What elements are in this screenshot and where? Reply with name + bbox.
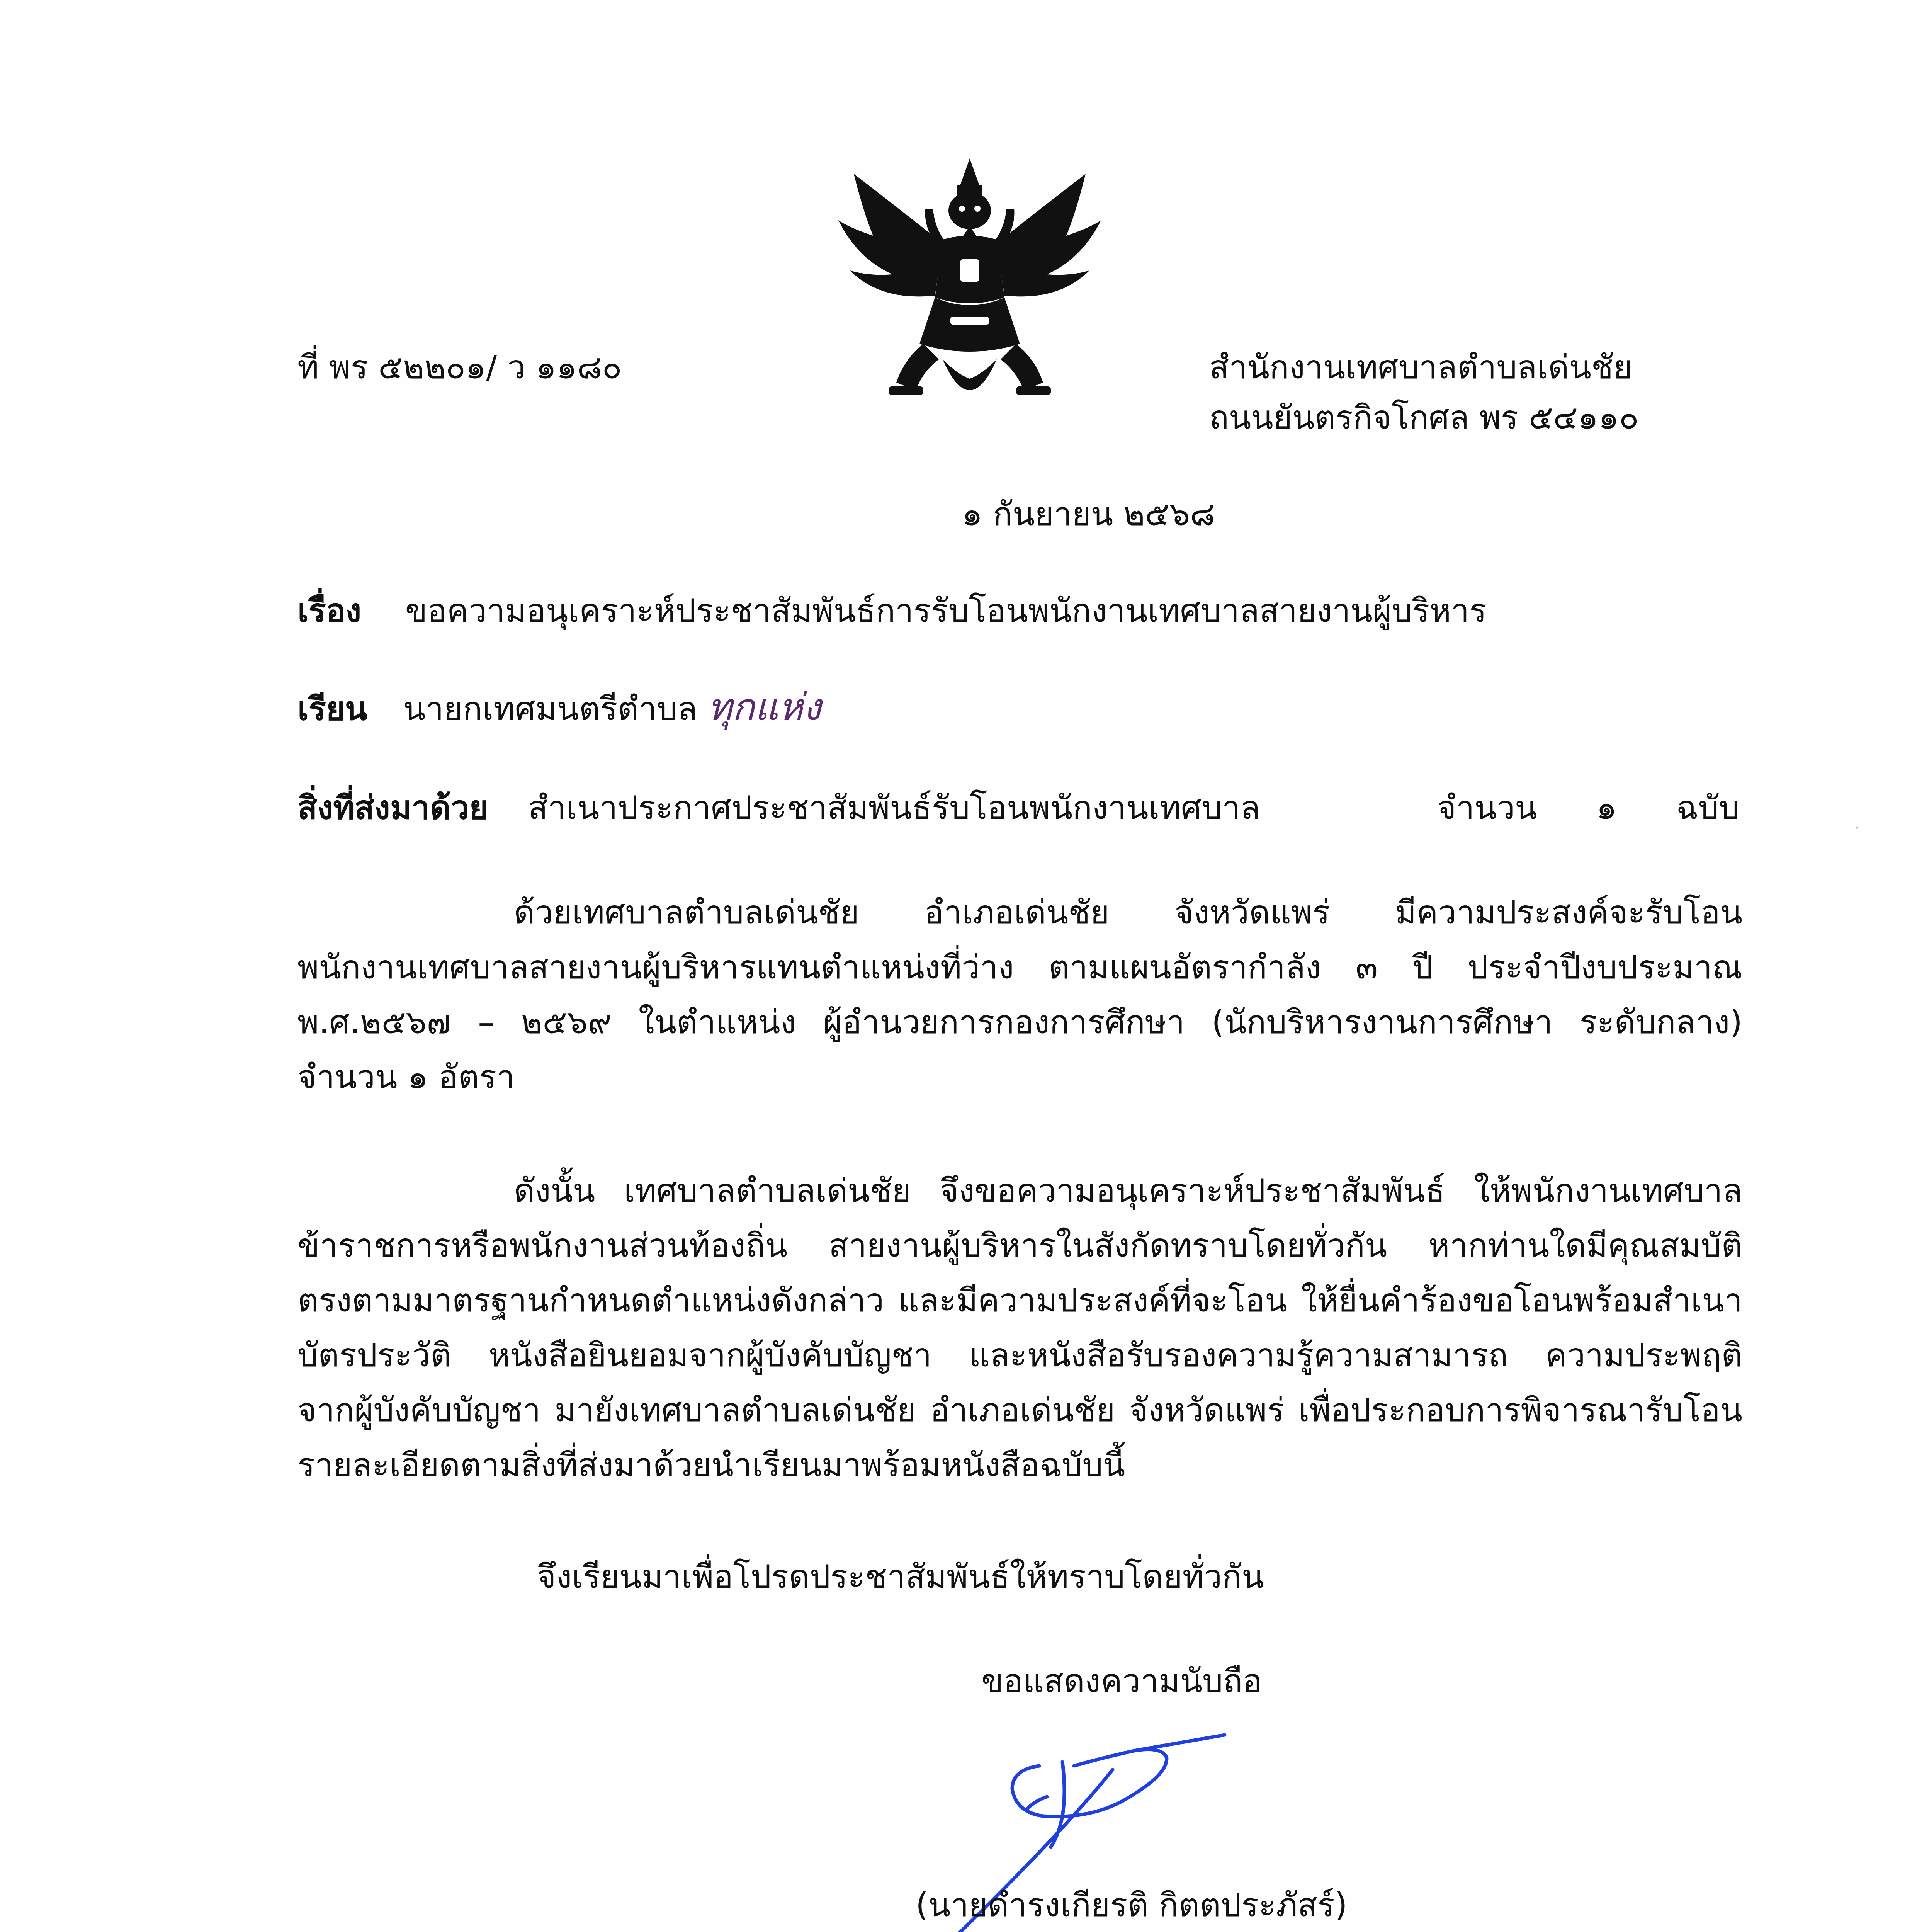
body-paragraph-2: [297, 1163, 1742, 1492]
enclosure-line: [297, 784, 1260, 831]
addressee-text: นายกเทศมนตรีตำบล: [403, 690, 697, 728]
paragraph-line: จำนวน ๑ อัตรา: [297, 1058, 515, 1096]
enclosure-label: สิ่งที่ส่งมาด้วย: [297, 789, 488, 827]
signatory-name: (นายดำรงเกียรติ กิตตประภัสร์): [916, 1886, 1348, 1924]
paragraph-line: ตรงตามมาตรฐานกำหนดตำแหน่งดังกล่าว และมีความประสงค์ที่จะโอน ให้ยื่นคำร้องขอโอนพร้อมสำเนา: [297, 1281, 1742, 1319]
enclosure-text: สำเนาประกาศประชาสัมพันธ์รับโอนพนักงานเทศบาล: [528, 789, 1260, 827]
complimentary-close: ขอแสดงความนับถือ: [981, 1662, 1262, 1700]
addressee-label: เรียน: [297, 690, 367, 728]
paragraph-line: ข้าราชการหรือพนักงานส่วนท้องถิ่น สายงานผู้บริหารในสังกัดทราบโดยทั่วกัน หากท่านใดมีคุณสมบัติ: [297, 1226, 1742, 1264]
scan-speck: ·: [1854, 819, 1859, 837]
paragraph-line: บัตรประวัติ หนังสือยินยอมจากผู้บังคับบัญชา และหนังสือรับรองความรู้ความสามารถ ความประพฤติ: [297, 1336, 1742, 1374]
subject-line: [297, 587, 1487, 634]
enclosure-quantity: [1437, 784, 1739, 831]
closing-sentence: จึงเรียนมาเพื่อโปรดประชาสัมพันธ์ให้ทราบโดยทั่วกัน: [537, 1558, 1264, 1595]
handwritten-addressee: ทุกแห่ง: [707, 685, 821, 729]
paragraph-line: พ.ศ.๒๕๖๗ – ๒๕๖๙ ในตำแหน่ง ผู้อำนวยการกองการศึกษา (นักบริหารงานการศึกษา ระดับกลาง): [297, 1003, 1742, 1041]
paragraph-line: รายละเอียดตามสิ่งที่ส่งมาด้วยนำเรียนมาพร้อมหนังสือฉบับนี้: [297, 1446, 1125, 1484]
paragraph-line: พนักงานเทศบาลสายงานผู้บริหารแทนตำแหน่งที่ว่าง ตามแผนอัตรากำลัง ๓ ปี ประจำปีงบประมาณ: [297, 948, 1742, 986]
garuda-emblem-icon: [827, 143, 1113, 429]
subject-text: ขอความอนุเคราะห์ประชาสัมพันธ์การรับโอนพนักงานเทศบาลสายงานผู้บริหาร: [405, 592, 1487, 629]
enclosure-qty-label: จำนวน: [1437, 789, 1537, 827]
reference-number: ที่ พร ๕๒๒๐๑/ ว ๑๑๘๐: [297, 348, 622, 386]
letter-date: ๑ กันยายน ๒๕๖๘: [962, 495, 1215, 533]
paragraph-line: จากผู้บังคับบัญชา มายังเทศบาลตำบลเด่นชัย อำเภอเด่นชัย จังหวัดแพร่ เพื่อประกอบการพิจารณารับโอน: [297, 1391, 1742, 1429]
enclosure-qty: ๑: [1596, 789, 1617, 827]
subject-label: เรื่อง: [297, 592, 362, 629]
body-paragraph-1: [297, 885, 1742, 1104]
office-name: สำนักงานเทศบาลตำบลเด่นชัย: [1209, 348, 1633, 386]
paragraph-line: ด้วยเทศบาลตำบลเด่นชัย อำเภอเด่นชัย จังหวัดแพร่ มีความประสงค์จะรับโอน: [514, 893, 1742, 931]
addressee-line: [297, 684, 821, 732]
enclosure-unit: ฉบับ: [1676, 789, 1740, 827]
office-address: ถนนยันตรกิจโกศล พร ๕๔๑๑๐: [1209, 398, 1639, 436]
paragraph-line: ดังนั้น เทศบาลตำบลเด่นชัย จึงขอความอนุเคราะห์ประชาสัมพันธ์ ให้พนักงานเทศบาล: [514, 1172, 1742, 1209]
